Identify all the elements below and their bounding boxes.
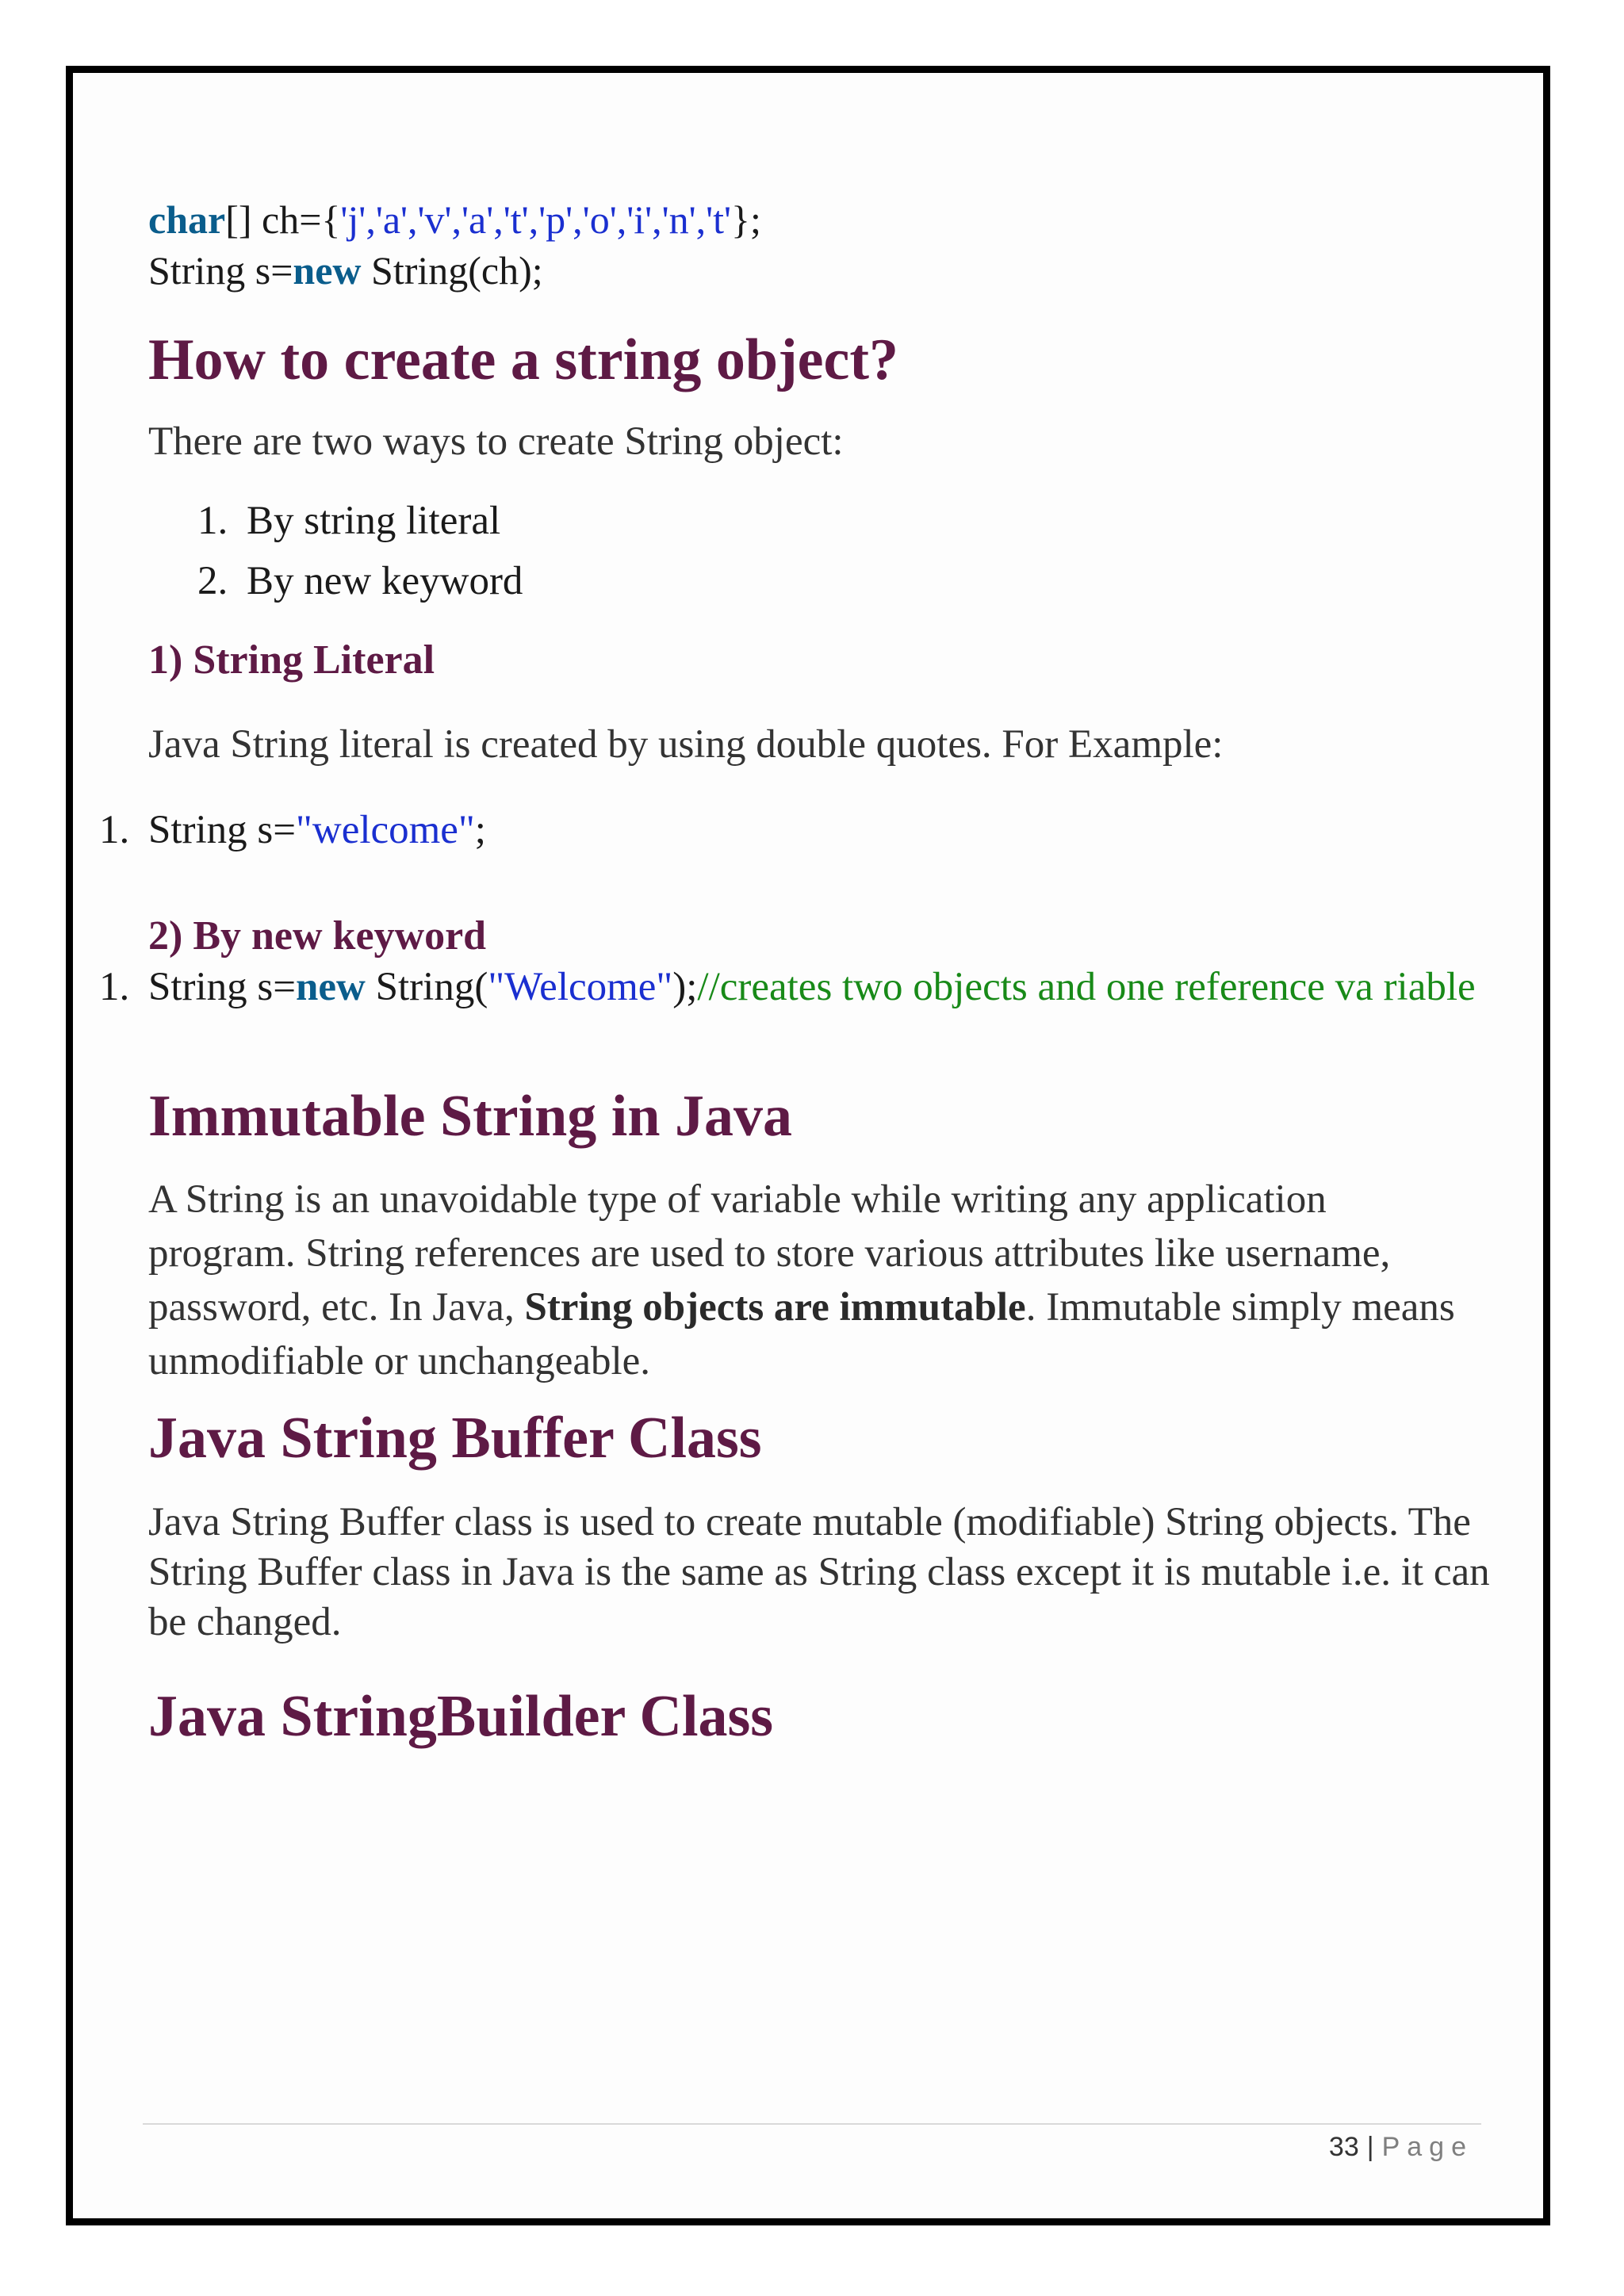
heading-string-buffer: Java String Buffer Class xyxy=(148,1406,762,1471)
code-keyword: new xyxy=(293,248,362,293)
list-number: 1. xyxy=(197,499,228,543)
code-keyword: new xyxy=(296,965,366,1009)
footer-separator: | xyxy=(1366,2132,1374,2162)
buffer-text: Java String Buffer class is used to create mutable (modifiable) String objects. The String Buffer class in Java is the same as String class except it is mutable i.e. it can be changed. xyxy=(148,1500,1490,1644)
page-number: 33 xyxy=(1328,2132,1359,2162)
literal-text: Java String literal is created by using double quotes. For Example: xyxy=(148,722,1224,767)
code-line-number: 1. xyxy=(99,808,130,852)
immutable-text-bold: String objects are immutable xyxy=(524,1285,1026,1330)
code-char-array xyxy=(148,194,1488,245)
heading-immutable-string: Immutable String in Java xyxy=(148,1084,793,1149)
heading-create-string: How to create a string object? xyxy=(148,327,898,392)
page-label: Page xyxy=(1381,2132,1473,2162)
immutable-text-after: . Immutable simply means unmodifiable or unchangeable. xyxy=(148,1285,1455,1383)
code-text: ; xyxy=(474,808,486,852)
code-keyword: char xyxy=(148,197,226,242)
code-text: ); xyxy=(672,965,698,1009)
ways-list xyxy=(148,491,1488,611)
code-new-string xyxy=(148,245,1488,296)
code-text: String(ch); xyxy=(361,248,543,293)
immutable-text xyxy=(148,1173,1480,1388)
footer-divider xyxy=(143,2123,1481,2125)
code-string: "welcome" xyxy=(296,808,475,852)
code-text: String s= xyxy=(148,808,297,852)
code-text: String( xyxy=(365,965,488,1009)
code-text: }; xyxy=(731,197,761,242)
immutable-text-before: A String is an unavoidable type of variable while writing any application program. String references are used to store various attributes like username, password, etc. In Java, xyxy=(148,1177,1391,1330)
code-text: [] ch={ xyxy=(225,197,341,242)
list-label: By string literal xyxy=(247,499,501,543)
code-string: "Welcome" xyxy=(488,965,673,1009)
heading-string-builder: Java StringBuilder Class xyxy=(148,1684,774,1749)
list-number: 2. xyxy=(197,559,228,603)
list-item xyxy=(148,551,1488,611)
code-string: 'j','a','v','a','t','p','o','i','n','t' xyxy=(340,197,732,242)
code-text: String s= xyxy=(148,248,293,293)
page-content xyxy=(99,194,1490,1752)
code-literal-example xyxy=(99,805,1488,855)
create-intro-text: There are two ways to create String object: xyxy=(148,419,844,464)
code-new-example xyxy=(99,962,1480,1012)
list-label: By new keyword xyxy=(247,559,523,603)
list-item xyxy=(148,491,1488,551)
heading-new-keyword: 2) By new keyword xyxy=(148,913,487,959)
code-text: String s= xyxy=(148,965,297,1009)
code-comment: //creates two objects and one reference va riable xyxy=(697,965,1476,1009)
code-line-number: 1. xyxy=(99,965,130,1009)
heading-string-literal: 1) String Literal xyxy=(148,637,435,683)
page-footer xyxy=(1329,2128,1473,2166)
